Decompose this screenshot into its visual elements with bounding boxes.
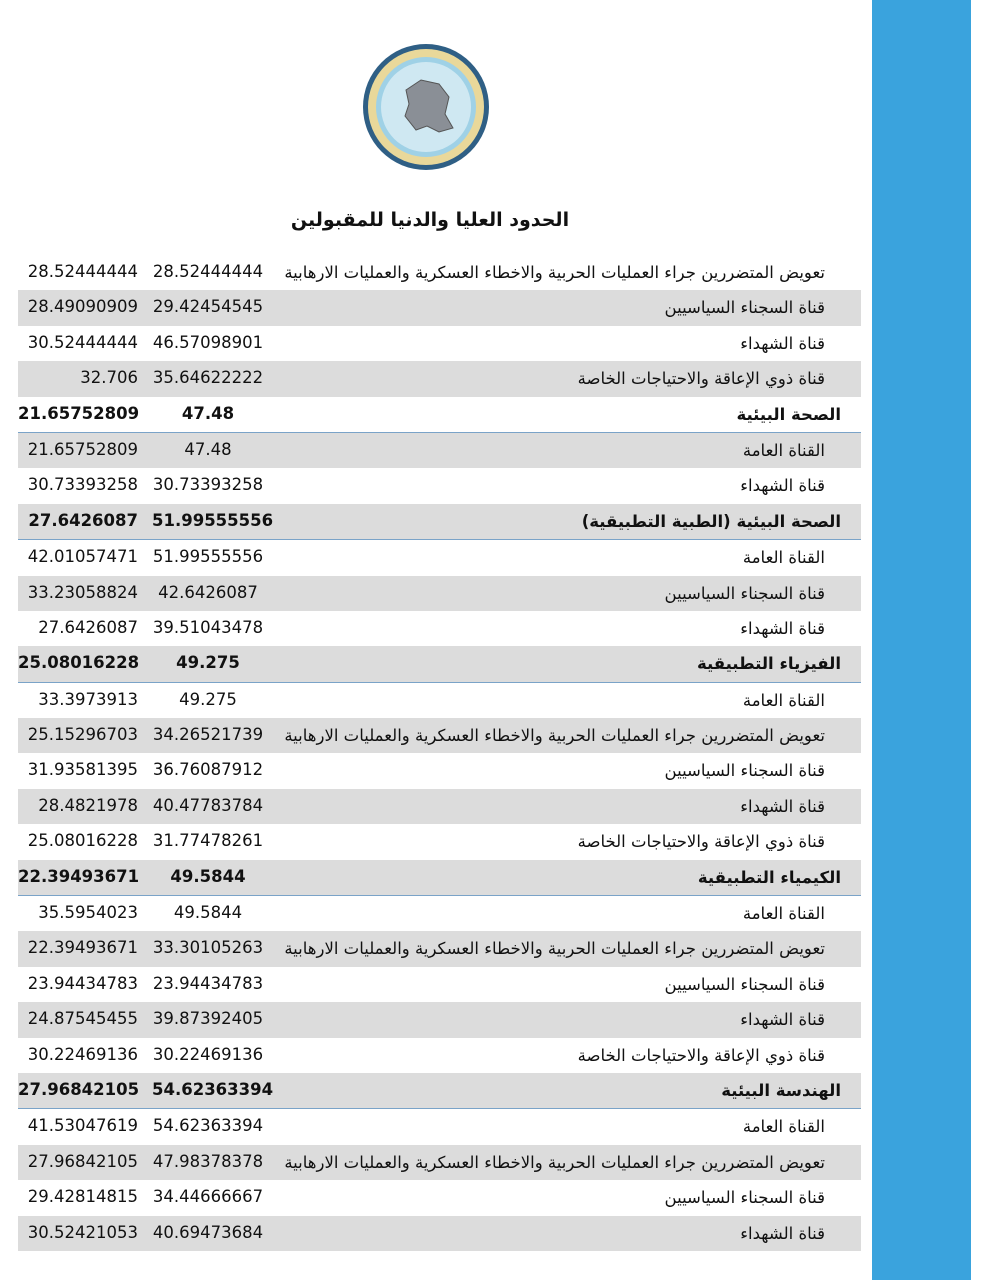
lower-limit-value: 28.49090909 xyxy=(27,297,138,317)
table-row xyxy=(18,896,861,931)
lower-limit-value: 30.22469136 xyxy=(27,1044,138,1064)
channel-name: قناة ذوي الإعاقة والاحتياجات الخاصة xyxy=(577,832,825,852)
upper-limit-value: 54.62363394 xyxy=(152,1079,274,1099)
table-row xyxy=(18,1180,861,1215)
table-row xyxy=(18,931,861,966)
table-row xyxy=(18,433,861,468)
lower-limit-value: 25.08016228 xyxy=(27,831,138,851)
lower-limit-value: 30.73393258 xyxy=(27,475,138,495)
channel-name: تعويض المتضررين جراء العمليات الحربية والاخطاء العسكرية والعمليات الارهابية xyxy=(284,939,825,959)
table-row xyxy=(18,468,861,503)
upper-limit-value: 49.5844 xyxy=(173,903,243,923)
table-row xyxy=(18,1002,861,1037)
channel-name: القناة العامة xyxy=(742,690,825,710)
upper-limit-value: 36.76087912 xyxy=(152,760,264,780)
lower-limit-value: 33.23058824 xyxy=(27,582,138,602)
upper-limit-value: 39.87392405 xyxy=(152,1009,264,1029)
table-row xyxy=(18,576,861,611)
channel-name: قناة السجناء السياسيين xyxy=(664,761,825,781)
section-header-row xyxy=(18,860,861,896)
channel-name: قناة الشهداء xyxy=(740,476,825,496)
upper-limit-value: 49.275 xyxy=(176,653,240,673)
table-row xyxy=(18,1109,861,1144)
lower-limit-value: 23.94434783 xyxy=(27,973,138,993)
section-header-row xyxy=(18,397,861,433)
lower-limit-value: 24.87545455 xyxy=(27,1009,138,1029)
section-title: الصحة البيئية (الطبية التطبيقية) xyxy=(581,511,841,531)
iraq-seal-logo xyxy=(361,42,491,172)
channel-name: قناة الشهداء xyxy=(740,796,825,816)
table-row xyxy=(18,255,861,290)
channel-name: قناة السجناء السياسيين xyxy=(664,974,825,994)
channel-name: القناة العامة xyxy=(742,548,825,568)
table-row xyxy=(18,824,861,859)
upper-limit-value: 29.42454545 xyxy=(152,297,264,317)
channel-name: تعويض المتضررين جراء العمليات الحربية والاخطاء العسكرية والعمليات الارهابية xyxy=(284,726,825,746)
upper-limit-value: 46.57098901 xyxy=(152,332,264,352)
channel-name: قناة ذوي الإعاقة والاحتياجات الخاصة xyxy=(577,1045,825,1065)
upper-limit-value: 51.99555556 xyxy=(152,510,274,530)
lower-limit-value: 27.6426087 xyxy=(28,510,138,530)
lower-limit-value: 25.15296703 xyxy=(27,725,138,745)
upper-limit-value: 30.73393258 xyxy=(152,475,264,495)
table-row xyxy=(18,1145,861,1180)
table-row xyxy=(18,326,861,361)
table-row xyxy=(18,1038,861,1073)
table-row xyxy=(18,753,861,788)
channel-name: قناة السجناء السياسيين xyxy=(664,298,825,318)
channel-name: قناة الشهداء xyxy=(740,1010,825,1030)
upper-limit-value: 28.52444444 xyxy=(152,262,264,281)
lower-limit-value: 25.08016228 xyxy=(18,653,140,673)
channel-name: قناة الشهداء xyxy=(740,333,825,353)
upper-limit-value: 40.69473684 xyxy=(152,1222,264,1242)
channel-name: قناة الشهداء xyxy=(740,1223,825,1243)
upper-limit-value: 39.51043478 xyxy=(152,617,264,637)
upper-limit-value: 23.94434783 xyxy=(152,973,264,993)
upper-limit-value: 42.6426087 xyxy=(158,582,258,602)
upper-limit-value: 47.48 xyxy=(181,403,235,423)
lower-limit-value: 41.53047619 xyxy=(27,1116,138,1136)
lower-limit-value: 28.52444444 xyxy=(27,262,138,281)
lower-limit-value: 35.5954023 xyxy=(38,903,138,923)
section-title: الهندسة البيئية xyxy=(721,1080,841,1100)
table-row xyxy=(18,290,861,325)
lower-limit-value: 22.39493671 xyxy=(27,938,138,958)
section-title: الكيمياء التطبيقية xyxy=(697,867,841,887)
upper-limit-value: 40.47783784 xyxy=(152,795,264,815)
table-row xyxy=(18,789,861,824)
upper-limit-value: 34.26521739 xyxy=(152,725,264,745)
page-title: الحدود العليا والدنيا للمقبولين xyxy=(290,209,570,231)
upper-limit-value: 47.98378378 xyxy=(152,1151,264,1171)
channel-name: قناة السجناء السياسيين xyxy=(664,583,825,603)
channel-name: القناة العامة xyxy=(742,1117,825,1137)
channel-name: القناة العامة xyxy=(742,904,825,924)
section-header-row xyxy=(18,646,861,682)
channel-name: تعويض المتضررين جراء العمليات الحربية والاخطاء العسكرية والعمليات الارهابية xyxy=(284,1152,825,1172)
upper-limit-value: 54.62363394 xyxy=(152,1116,264,1136)
upper-limit-value: 47.48 xyxy=(184,439,232,459)
lower-limit-value: 27.96842105 xyxy=(18,1079,140,1099)
channel-name: قناة ذوي الإعاقة والاحتياجات الخاصة xyxy=(577,369,825,389)
channel-name: تعويض المتضررين جراء العمليات الحربية والاخطاء العسكرية والعمليات الارهابية xyxy=(284,263,825,282)
table-row xyxy=(18,611,861,646)
channel-name: قناة الشهداء xyxy=(740,618,825,638)
table-row xyxy=(18,540,861,575)
section-header-row xyxy=(18,504,861,540)
upper-limit-value: 49.275 xyxy=(179,689,237,709)
lower-limit-value: 21.65752809 xyxy=(18,403,140,423)
section-title: الفيزياء التطبيقية xyxy=(696,654,841,674)
lower-limit-value: 33.3973913 xyxy=(38,689,138,709)
lower-limit-value: 22.39493671 xyxy=(18,866,140,886)
channel-name: قناة السجناء السياسيين xyxy=(664,1188,825,1208)
upper-limit-value: 51.99555556 xyxy=(152,547,264,567)
table-row xyxy=(18,683,861,718)
section-header-row xyxy=(18,1073,861,1109)
section-title: الصحة البيئية xyxy=(736,404,841,424)
lower-limit-value: 30.52421053 xyxy=(27,1222,138,1242)
lower-limit-value: 30.52444444 xyxy=(27,332,138,352)
lower-limit-value: 27.6426087 xyxy=(38,617,138,637)
lower-limit-value: 29.42814815 xyxy=(27,1187,138,1207)
lower-limit-value: 28.4821978 xyxy=(38,795,138,815)
upper-limit-value: 49.5844 xyxy=(170,866,246,886)
upper-limit-value: 30.22469136 xyxy=(152,1044,264,1064)
table-row xyxy=(18,718,861,753)
table-row xyxy=(18,361,861,396)
lower-limit-value: 42.01057471 xyxy=(27,547,138,567)
table-row xyxy=(18,967,861,1002)
lower-limit-value: 31.93581395 xyxy=(27,760,138,780)
upper-limit-value: 35.64622222 xyxy=(152,368,264,388)
upper-limit-value: 34.44666667 xyxy=(152,1187,264,1207)
upper-limit-value: 33.30105263 xyxy=(152,938,264,958)
table-row xyxy=(18,1216,861,1251)
channel-name: القناة العامة xyxy=(742,440,825,460)
side-color-bar xyxy=(872,0,971,1280)
upper-limit-value: 31.77478261 xyxy=(152,831,264,851)
lower-limit-value: 32.706 xyxy=(80,368,138,388)
lower-limit-value: 21.65752809 xyxy=(27,439,138,459)
results-table xyxy=(18,255,861,1251)
lower-limit-value: 27.96842105 xyxy=(27,1151,138,1171)
